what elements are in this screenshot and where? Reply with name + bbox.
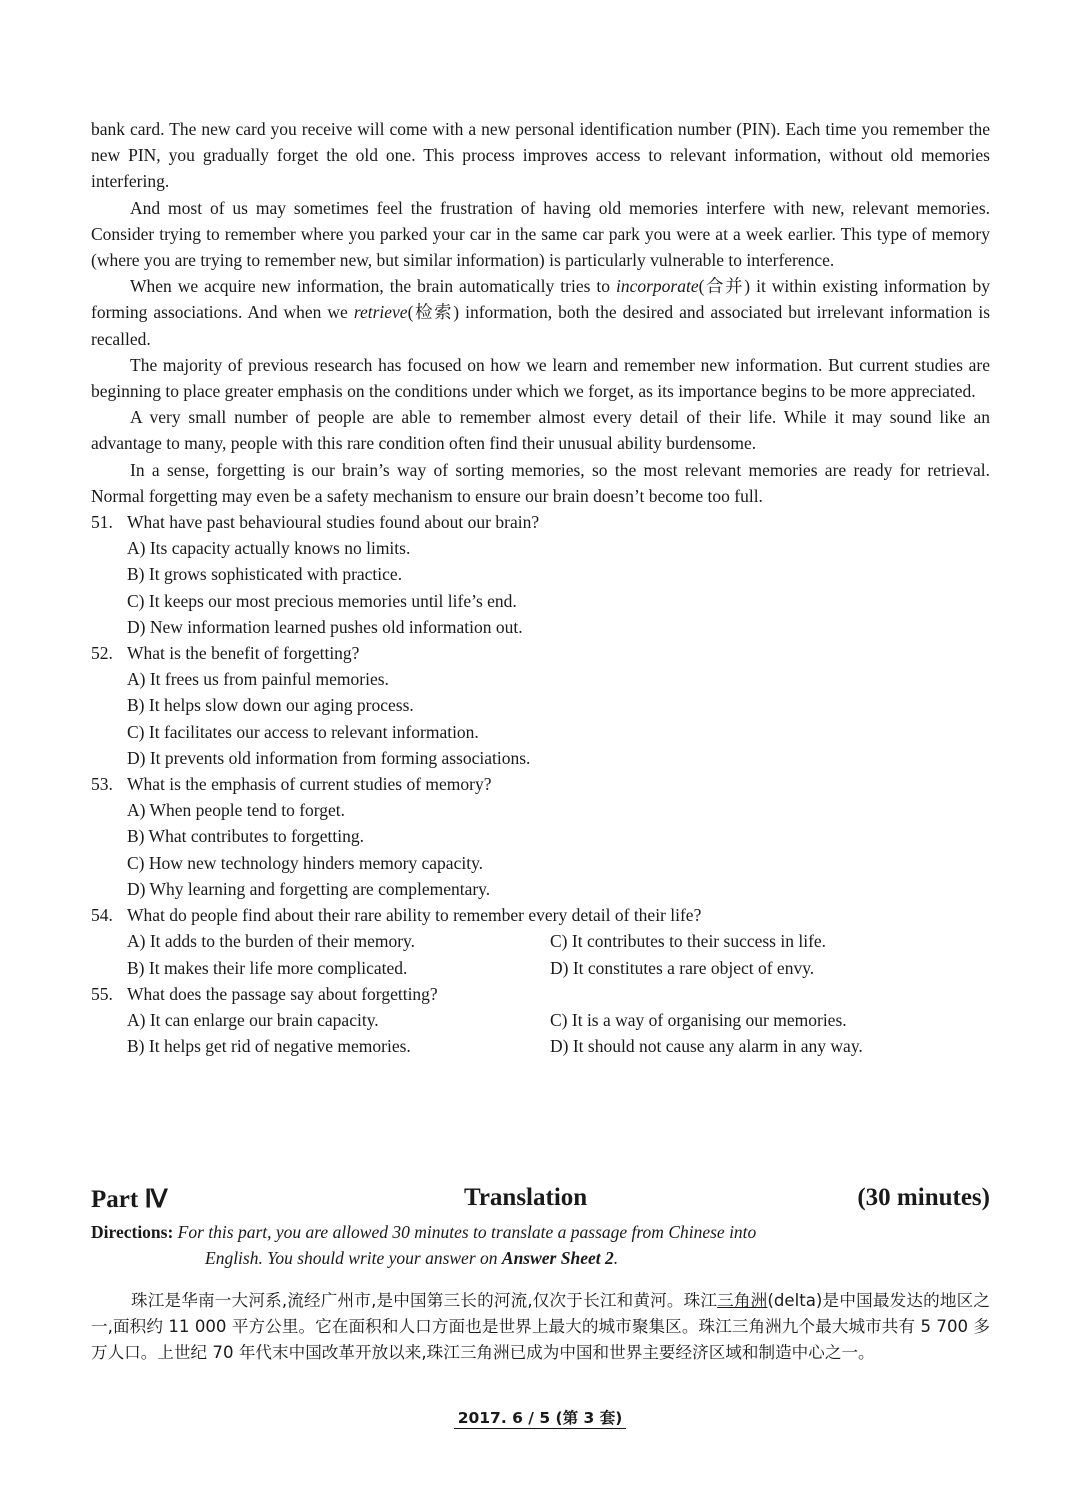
option-b[interactable]: B) What contributes to forgetting. [127, 826, 365, 847]
part-time: (30 minutes) [857, 1184, 990, 1211]
reading-passage [91, 116, 990, 1059]
footer-text: 2017. 6 / 5 (第 3 套) [454, 1409, 627, 1429]
directions-text-a: For this part, you are allowed 30 minutes to translate a passage from Chinese into [173, 1222, 757, 1242]
question-text: What have past behavioural studies found about our brain? [127, 512, 540, 533]
term-retrieve: retrieve [353, 302, 408, 323]
question-number: 52. [91, 643, 113, 664]
translation-passage [91, 1288, 990, 1367]
directions [91, 1219, 990, 1271]
question-52 [91, 640, 990, 771]
part-title: Translation [464, 1184, 588, 1211]
passage-paragraph-2: And most of us may sometimes feel the frustration of having old memories interfere with new, relevant memories. Consider trying to remember where you parked your car in the same car park you were at a week earlier. This type of memory (where you are trying to remember new, but similar information) is particularly vulnerable to interference. [91, 197, 990, 271]
term-incorporate: incorporate [615, 276, 699, 297]
option-d[interactable]: D) It prevents old information from forming associations. [127, 747, 531, 768]
option-a[interactable]: A) Its capacity actually knows no limits. [127, 538, 411, 559]
passage-paragraph-1: bank card. The new card you receive will come with a new personal identification number (PIN). Each time you remember the new PIN, you gradually forget the old one. This process improves access to relevant information, without old memories interfering. [91, 119, 990, 192]
option-a[interactable]: A) It can enlarge our brain capacity. [127, 1009, 379, 1030]
question-53 [91, 771, 990, 902]
option-a[interactable]: A) It adds to the burden of their memory. [127, 931, 416, 952]
question-text: What is the benefit of forgetting? [127, 643, 360, 664]
option-b[interactable]: B) It helps get rid of negative memories. [127, 1036, 411, 1057]
chinese-term-delta: 三角洲 [717, 1290, 768, 1310]
question-number: 54. [91, 905, 113, 926]
passage-p3-part-c: information, both the desired and associated but irrelevant information is recalled. [91, 302, 991, 349]
option-c[interactable]: C) It is a way of organising our memories. [550, 1009, 847, 1030]
question-text: What is the emphasis of current studies of memory? [127, 774, 492, 795]
option-d[interactable]: D) It should not cause any alarm in any way. [550, 1036, 863, 1057]
question-51 [91, 509, 990, 640]
option-c[interactable]: C) It contributes to their success in life. [550, 931, 827, 952]
directions-text-b: English. You should write your answer on [205, 1248, 502, 1268]
question-text: What does the passage say about forgetting? [127, 983, 438, 1004]
question-text: What do people find about their rare ability to remember every detail of their life? [127, 905, 702, 926]
chinese-text-b: (delta)是中国最发达的地区之一,面积约 11 000 平方公里。它在面积和人口方面也是世界上最大的城市聚集区。珠江三角洲九个最大城市共有 5 700 多万人口。上世纪 70 年代末中国改革开放以来,珠江三角洲已成为中国和世界主要经济区域和制造中心之一。 [91, 1290, 990, 1362]
passage-paragraph-5: A very small number of people are able to remember almost every detail of their life. While it may sound like an advantage to many, people with this rare condition often find their unusual ability burdensome. [91, 407, 990, 454]
option-d[interactable]: D) Why learning and forgetting are complementary. [127, 878, 491, 899]
page-footer [0, 1406, 1080, 1428]
directions-label: Directions: [91, 1222, 174, 1242]
passage-paragraph-3 [91, 273, 990, 352]
chinese-text-a: 珠江是华南一大河系,流经广州市,是中国第三长的河流,仅次于长江和黄河。珠江 [131, 1290, 718, 1310]
part-label: Part Ⅳ [91, 1186, 168, 1213]
gloss-retrieve: (检索) [407, 302, 460, 323]
option-d[interactable]: D) New information learned pushes old information out. [127, 616, 523, 637]
gloss-incorporate: (合并) [698, 276, 751, 297]
question-number: 55. [91, 983, 113, 1004]
option-d[interactable]: D) It constitutes a rare object of envy. [550, 957, 815, 978]
passage-p3-part-b: it within existing information by forming associations. And when we [91, 276, 991, 323]
passage-paragraph-4: The majority of previous research has focused on how we learn and remember new information. But current studies are beginning to place greater emphasis on the conditions under which we forget, as its importance begins to be more appreciated. [91, 354, 990, 402]
directions-end: . [613, 1248, 619, 1268]
passage-paragraph-6: In a sense, forgetting is our brain’s way of sorting memories, so the most relevant memories are ready for retrieval. Normal forgetting may even be a safety mechanism to ensure our brain doesn’t become too full. [91, 459, 990, 506]
question-number: 53. [91, 774, 113, 795]
option-a[interactable]: A) It frees us from painful memories. [127, 669, 389, 690]
part-4-header [91, 1184, 990, 1216]
question-54 [91, 902, 990, 981]
question-number: 51. [91, 512, 113, 533]
option-a[interactable]: A) When people tend to forget. [127, 800, 346, 821]
question-55 [91, 981, 990, 1060]
passage-p3-part-a: When we acquire new information, the brain automatically tries to [130, 276, 616, 297]
option-c[interactable]: C) How new technology hinders memory capacity. [127, 852, 484, 873]
option-c[interactable]: C) It keeps our most precious memories until life’s end. [127, 590, 517, 611]
answer-sheet-ref: Answer Sheet 2 [501, 1248, 614, 1268]
option-b[interactable]: B) It grows sophisticated with practice. [127, 564, 403, 585]
option-b[interactable]: B) It makes their life more complicated. [127, 957, 408, 978]
option-b[interactable]: B) It helps slow down our aging process. [127, 695, 414, 716]
option-c[interactable]: C) It facilitates our access to relevant information. [127, 721, 479, 742]
